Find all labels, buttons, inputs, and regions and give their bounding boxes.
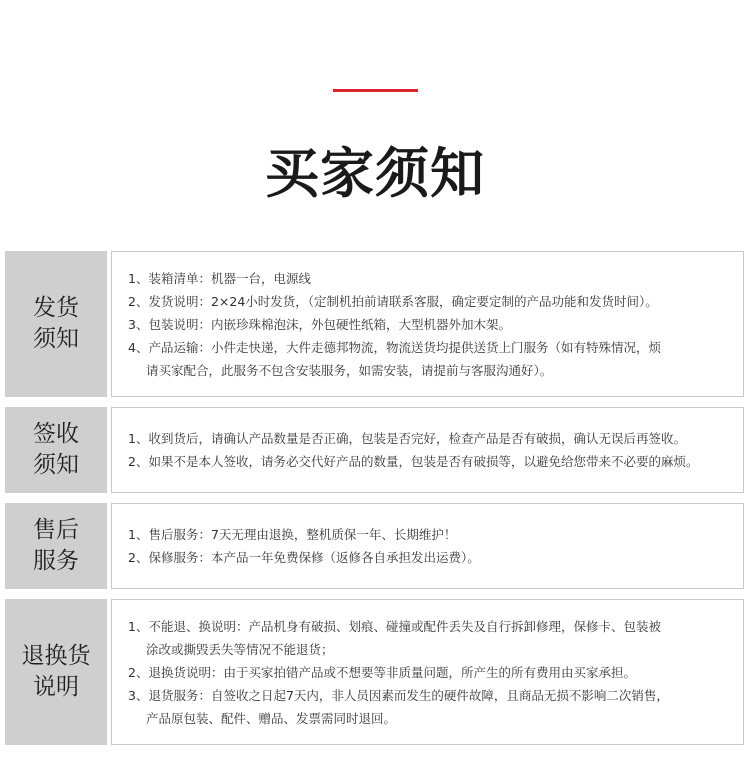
section-label-box [5, 503, 107, 589]
section-content [111, 251, 744, 397]
section-content [111, 503, 744, 589]
section-content [111, 599, 744, 745]
section-after-sales [5, 503, 744, 589]
section-label-box [5, 407, 107, 493]
section-content [111, 407, 744, 493]
section-label: 退换货 说明 [21, 643, 91, 700]
section-label-box [5, 251, 107, 397]
list-item: 1、收到货后，请确认产品数量是否正确，包装是否完好，检查产品是否有破损，确认无误后再签收。 [128, 431, 686, 446]
section-label: 售后 服务 [33, 517, 79, 574]
list-item: 2、发货说明：2×24小时发货，（定制机拍前请联系客服，确定要定制的产品功能和发货时间）。 [128, 293, 658, 309]
list-item: 2、保修服务：本产品一年免费保修（返修各自承担发出运费）。 [128, 550, 480, 565]
section-label: 发货 须知 [33, 295, 79, 352]
list-item: 3、包装说明：内嵌珍珠棉泡沫，外包硬性纸箱，大型机器外加木架。 [128, 316, 511, 332]
section-return-policy [5, 599, 744, 745]
list-item: 3、退货服务：自签收之日起7天内，非人员因素而发生的硬件故障，且商品无损不影响二次销售， 产品原包装、配件、赠品、发票需同时退回。 [128, 687, 669, 726]
list-item: 1、装箱清单：机器一台，电源线 [128, 270, 311, 286]
list-item: 4、产品运输：小件走快递，大件走德邦物流，物流送货均提供送货上门服务（如有特殊情况，烦 请买家配合，此服务不包含安装服务，如需安装，请提前与客服沟通好）。 [128, 339, 661, 378]
page-title: 买家须知 [265, 142, 485, 205]
section-signing-notice [5, 407, 744, 493]
list-item: 2、如果不是本人签收，请务必交代好产品的数量，包装是否有破损等，以避免给您带来不必要的麻烦。 [128, 454, 699, 469]
list-item: 1、售后服务：7天无理由退换，整机质保一年、长期维护！ [128, 527, 457, 542]
section-label-box [5, 599, 107, 745]
section-shipping-notice [5, 251, 744, 397]
list-item: 2、退换货说明：由于买家拍错产品或不想要等非质量问题，所产生的所有费用由买家承担。 [128, 664, 636, 680]
section-label: 签收 须知 [33, 421, 79, 478]
list-item: 1、不能退、换说明：产品机身有破损、划痕、碰撞或配件丢失及自行拆卸修理，保修卡、包装被 涂改或撕毁丢失等情况不能退货； [128, 618, 661, 657]
title-accent-line [333, 89, 418, 92]
